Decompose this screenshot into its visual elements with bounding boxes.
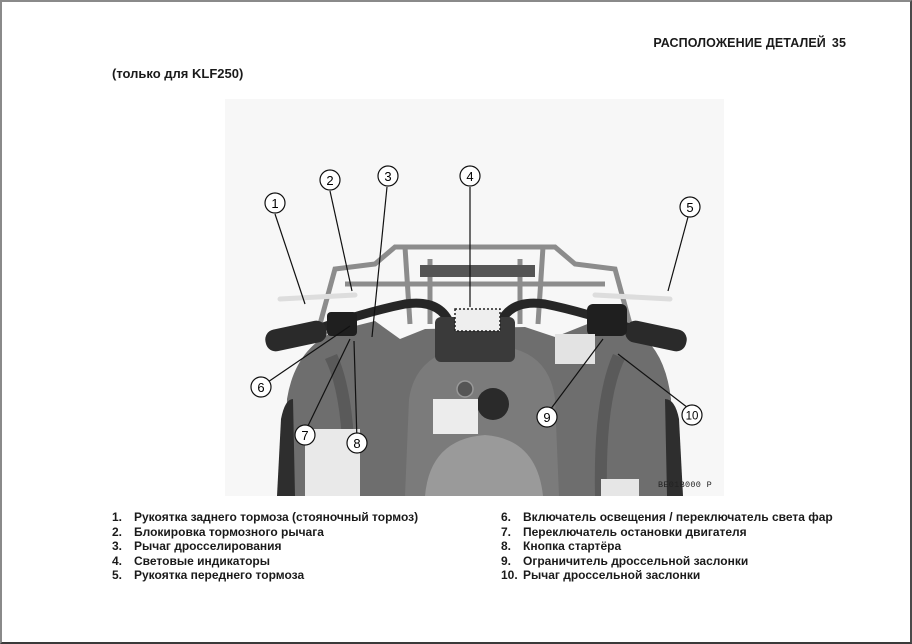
callout-label: 1 [271, 196, 279, 211]
callout-8 [347, 433, 367, 453]
atv-illustration [225, 99, 724, 496]
legend-label: Световые индикаторы [134, 553, 271, 568]
legend-item [501, 539, 833, 554]
tank-vent [457, 381, 473, 397]
indicator-lights [455, 309, 500, 331]
callout-6 [251, 377, 271, 397]
legend-label: Блокировка тормозного рычага [134, 524, 324, 539]
callout-label: 10 [685, 410, 699, 423]
atv-handlebar-figure [225, 99, 724, 496]
legend-number: 10. [501, 568, 518, 583]
callout-label: 7 [301, 428, 309, 443]
legend-number: 1. [112, 510, 123, 524]
model-note: (только для KLF250) [112, 66, 244, 81]
label-bottom-right [601, 479, 639, 496]
warning-label-center [433, 399, 478, 434]
legend-label: Рукоятка переднего тормоза [134, 568, 305, 583]
right-switch-housing [587, 304, 627, 336]
legend-label: Переключатель остановки двигателя [523, 524, 747, 539]
legend-item [501, 510, 833, 525]
fuel-cap [477, 388, 509, 420]
legend-number: 2. [112, 524, 123, 539]
legend-item [501, 568, 833, 583]
callout-9 [537, 407, 557, 427]
legend-left [112, 510, 418, 583]
callout-label: 5 [686, 200, 694, 215]
left-switch-housing [327, 312, 357, 336]
callout-label: 8 [353, 436, 361, 451]
callout-label: 4 [466, 169, 474, 184]
legend-number: 8. [501, 539, 512, 554]
legend-label: Рукоятка заднего тормоза (стояночный тормоз) [134, 510, 419, 524]
left-brake-lever [280, 295, 355, 299]
right-brake-lever [595, 295, 670, 299]
callout-label: 3 [384, 169, 392, 184]
legend-item [112, 554, 418, 569]
legend-item [112, 568, 418, 583]
legend-number: 4. [112, 553, 123, 568]
legend-item [501, 525, 833, 540]
callout-3 [378, 166, 398, 186]
callout-10 [682, 405, 702, 425]
legend-item [501, 554, 833, 569]
legend-label: Включатель освещения / переключатель света фар [523, 510, 833, 524]
callout-label: 9 [543, 410, 551, 425]
figure-code: BE01B000 P [657, 480, 712, 490]
legend-number: 6. [501, 510, 512, 524]
legend-number: 9. [501, 553, 512, 568]
callout-1 [265, 193, 285, 213]
legend-number: 5. [112, 568, 123, 583]
warning-label-right [555, 334, 595, 364]
running-head [653, 36, 846, 50]
callout-5 [680, 197, 700, 217]
callout-7 [295, 425, 315, 445]
legend-right [501, 510, 833, 583]
legend-label: Кнопка стартёра [523, 539, 622, 554]
legend-label: Рычаг дроссельной заслонки [523, 568, 701, 583]
legend-item [112, 525, 418, 540]
legend-label: Рычаг дросселирования [134, 539, 282, 554]
legend-number: 7. [501, 524, 512, 539]
legend-number: 3. [112, 539, 123, 554]
callout-label: 6 [257, 380, 265, 395]
callout-label: 2 [326, 173, 334, 188]
legend-item [112, 539, 418, 554]
rack-bar [420, 265, 535, 277]
section-title: РАСПОЛОЖЕНИЕ ДЕТАЛЕЙ [653, 36, 826, 50]
callout-2 [320, 170, 340, 190]
left-tire [277, 399, 295, 496]
page-number: 35 [831, 36, 846, 50]
callout-4 [460, 166, 480, 186]
legend-label: Ограничитель дроссельной заслонки [523, 553, 749, 568]
legend-item [112, 510, 418, 525]
